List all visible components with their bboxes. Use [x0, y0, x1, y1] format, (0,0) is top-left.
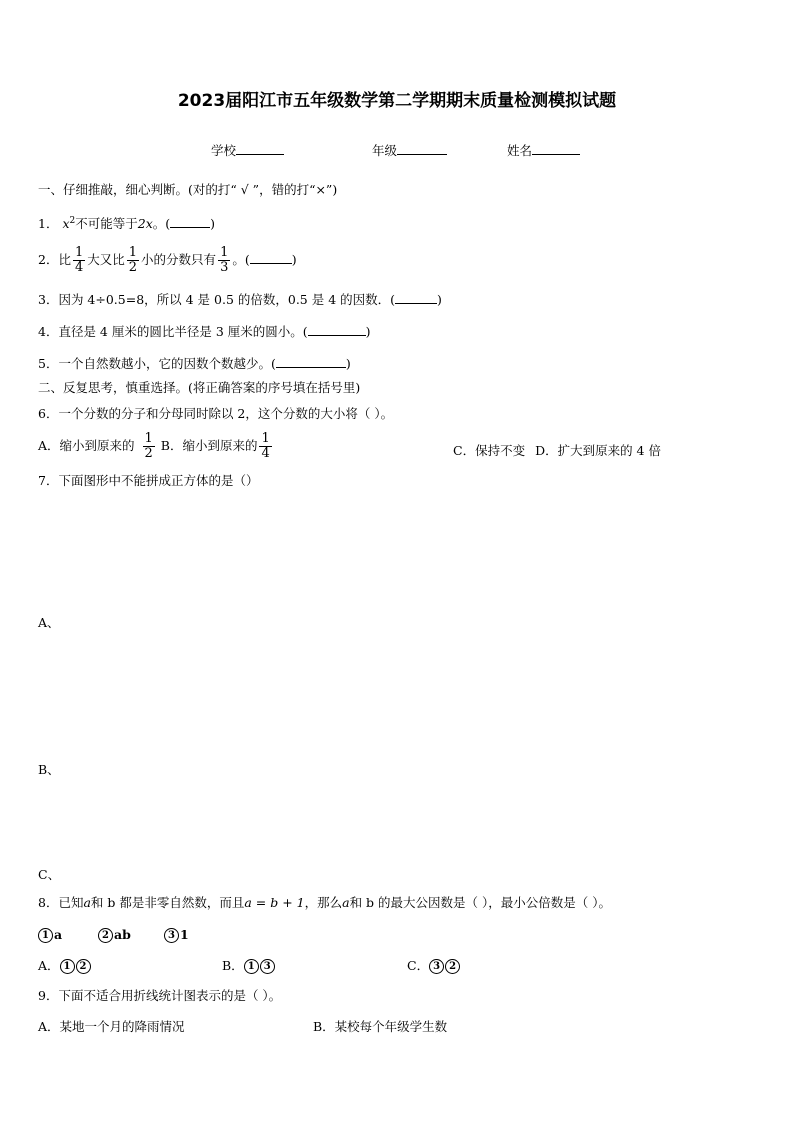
- q8-choice-2[interactable]: [98, 926, 131, 944]
- q2-fraction-3: [218, 246, 230, 275]
- q8-equation: a = b + 1: [244, 895, 305, 910]
- q2-text-b: 大又比: [87, 252, 125, 267]
- q1-close: ): [210, 216, 216, 232]
- question-2: [38, 246, 297, 275]
- circled-3: 3: [260, 959, 275, 974]
- school-field: [211, 141, 284, 159]
- q5-answer-blank[interactable]: [276, 354, 346, 368]
- q1-answer-blank[interactable]: [170, 214, 210, 228]
- q8-choice-3[interactable]: [164, 926, 189, 944]
- q8-var-a: a: [83, 895, 91, 910]
- grade-blank[interactable]: [397, 141, 447, 155]
- q2-f1-numerator: 1: [74, 245, 84, 260]
- q4-answer-blank[interactable]: [308, 322, 366, 336]
- q8-text-2: 和 b 都是非零自然数，而且: [90, 895, 245, 910]
- q4-text: 4．直径是 4 厘米的圆比半径是 3 厘米的圆小。(: [38, 324, 308, 339]
- school-label: 学校: [211, 143, 237, 158]
- q6-option-b[interactable]: B．缩小到原来的: [160, 438, 258, 453]
- q8-option-b[interactable]: [222, 957, 276, 975]
- q2-fraction-1: [73, 246, 85, 275]
- question-7: 7．下面图形中不能拼成正方体的是（）: [38, 473, 259, 488]
- q8-choice-2-text: ab: [114, 927, 131, 942]
- q4-close: ): [365, 324, 371, 339]
- q6-a-numerator: 1: [144, 431, 153, 446]
- q8-text-4: 和 b 的最大公因数是（ ），最小公倍数是（ ）。: [349, 895, 611, 910]
- q8-option-c-label: C．: [407, 958, 430, 973]
- q9-option-b[interactable]: B．某校每个年级学生数: [313, 1019, 448, 1034]
- circled-3: 3: [429, 959, 444, 974]
- q5-text: 5．一个自然数越小，它的因数个数越少。(: [38, 356, 276, 371]
- q2-text-a: 比: [58, 252, 71, 267]
- q7-option-c[interactable]: C、: [38, 867, 61, 882]
- q2-text-c: 小的分数只有: [141, 252, 217, 267]
- q8-option-a-label: A．: [38, 958, 60, 973]
- name-field: [507, 141, 580, 159]
- q9-option-a[interactable]: A．某地一个月的降雨情况: [38, 1019, 185, 1034]
- q2-f1-denominator: 4: [74, 260, 84, 275]
- q2-number: 2．: [38, 252, 59, 267]
- q2-fraction-2: [127, 246, 139, 275]
- name-label: 姓名: [507, 143, 533, 158]
- q7-option-a[interactable]: A、: [38, 615, 60, 630]
- q2-end: 。(: [232, 252, 250, 267]
- circled-3: 3: [164, 928, 179, 943]
- question-6: 6．一个分数的分子和分母同时除以 2，这个分数的大小将（ ）。: [38, 406, 394, 421]
- circled-1: 1: [38, 928, 53, 943]
- page-title: 2023届阳江市五年级数学第二学期期末质量检测模拟试题: [177, 91, 617, 111]
- q1-number: 1．: [38, 216, 59, 232]
- q8-text-1: 8．已知: [38, 895, 84, 910]
- q8-text-3: ，那么: [304, 895, 343, 910]
- section1-heading: 一、仔细推敲，细心判断。(对的打“ √ ”，错的打“×”): [38, 182, 338, 197]
- question-8: [38, 894, 611, 912]
- q1-exponent: 2: [69, 216, 76, 226]
- q2-f3-numerator: 1: [220, 245, 229, 260]
- question-9: 9．下面不适合用折线统计图表示的是（ ）。: [38, 988, 282, 1003]
- q8-option-a[interactable]: [38, 957, 92, 975]
- q7-option-b[interactable]: B、: [38, 762, 60, 777]
- circled-2: 2: [445, 959, 460, 974]
- q6-option-c[interactable]: C．保持不变: [453, 443, 526, 458]
- circled-2: 2: [76, 959, 91, 974]
- name-blank[interactable]: [532, 141, 580, 155]
- circled-1: 1: [60, 959, 75, 974]
- question-1: [38, 212, 215, 233]
- q6-b-denominator: 4: [261, 446, 270, 461]
- q5-close: ): [345, 356, 351, 371]
- q8-var-a-2: a: [342, 895, 350, 910]
- q2-f2-numerator: 1: [128, 245, 138, 260]
- question-3: [38, 290, 442, 309]
- q6-a-denominator: 2: [144, 446, 153, 461]
- q3-text: 3．因为 4÷0.5=8，所以 4 是 0.5 的倍数，0.5 是 4 的因数．(: [38, 292, 396, 307]
- section2-heading: 二、反复思考，慎重选择。(将正确答案的序号填在括号里): [38, 380, 361, 395]
- q2-close: ): [291, 252, 297, 267]
- q8-choice-1[interactable]: [38, 926, 62, 944]
- q6-option-a-fraction: [143, 432, 155, 461]
- q3-answer-blank[interactable]: [395, 290, 437, 304]
- school-blank[interactable]: [236, 141, 284, 155]
- q6-option-d[interactable]: D．扩大到原来的 4 倍: [535, 443, 661, 458]
- q8-choice-1-text: a: [54, 927, 63, 942]
- q1-text: 不可能等于: [75, 216, 138, 232]
- q2-f2-denominator: 2: [128, 260, 138, 275]
- grade-field: [372, 141, 447, 159]
- q8-choice-3-text: 1: [180, 927, 189, 942]
- q6-option-a[interactable]: A．缩小到原来的: [38, 438, 135, 453]
- q6-b-numerator: 1: [261, 431, 270, 446]
- q1-expression: 2x: [137, 216, 153, 232]
- grade-label: 年级: [372, 143, 398, 158]
- q2-answer-blank[interactable]: [250, 250, 292, 264]
- question-4: [38, 322, 371, 341]
- circled-2: 2: [98, 928, 113, 943]
- q3-close: ): [437, 292, 442, 307]
- q6-option-b-fraction: [259, 432, 271, 461]
- question-5: [38, 354, 351, 373]
- q6-options-cd: [453, 442, 661, 460]
- q1-end: 。(: [152, 216, 171, 232]
- circled-1: 1: [244, 959, 259, 974]
- q2-f3-denominator: 3: [220, 260, 229, 275]
- q8-option-b-label: B．: [222, 958, 244, 973]
- q1-variable: x: [62, 216, 70, 232]
- q8-option-c[interactable]: [407, 957, 461, 975]
